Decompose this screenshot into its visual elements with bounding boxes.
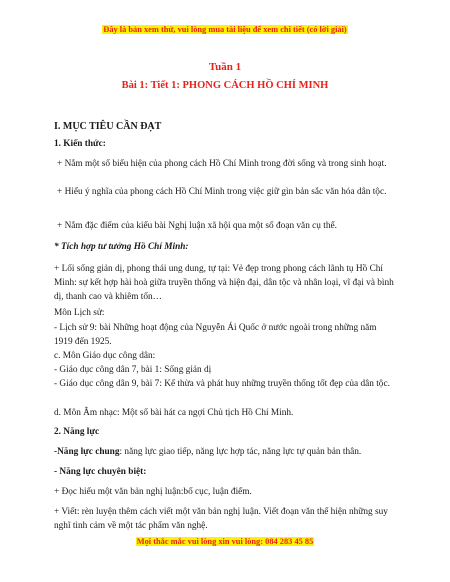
- specific-competence-item-2: + Viết: rèn luyện thêm cách viết một văn bản nghị luận. Viết đoạn văn thể hiện những suy nghĩ tình cảm về một tác phẩm văn nghệ.: [54, 507, 388, 531]
- lesson-title: Bài 1: Tiết 1: PHONG CÁCH HỒ CHÍ MINH: [121, 80, 329, 91]
- general-competence: [54, 445, 396, 459]
- music-item: d. Môn Âm nhạc: Một số bài hát ca ngợi Chủ tịch Hồ Chí Minh.: [54, 408, 294, 418]
- history-item: - Lịch sử 9: bài Những hoạt động của Nguyễn Ái Quốc ở nước ngoài trong những năm 1919 đến 1925.: [54, 323, 377, 347]
- civics-label: c. Môn Giáo dục công dân:: [54, 351, 156, 361]
- specific-competence-heading: - Năng lực chuyên biệt:: [54, 467, 147, 477]
- competence-heading: 2. Năng lực: [54, 427, 100, 437]
- header-notice-text: Đây là bản xem thử, vui lòng mua tài liệu để xem chi tiết (có lời giải): [103, 25, 347, 34]
- header-notice: [0, 25, 450, 34]
- section-heading: I. MỤC TIÊU CẦN ĐẠT: [54, 121, 162, 132]
- week-title: Tuần 1: [208, 61, 242, 73]
- footer-notice: [0, 537, 450, 546]
- general-competence-label: -Năng lực chung: [54, 447, 120, 457]
- knowledge-heading: 1. Kiến thức:: [54, 139, 106, 149]
- specific-competence-item-1: + Đọc hiểu một văn bản nghị luận:bố cục, luận điểm.: [54, 487, 252, 497]
- civics-item-1: - Giáo dục công dân 7, bài 1: Sống giản dị: [54, 365, 212, 375]
- knowledge-item-3: + Nắm đặc điểm của kiểu bài Nghị luận xã hội qua một số đoạn văn cụ thể.: [57, 221, 337, 231]
- civics-item-2: - Giáo dục công dân 9, bài 7: Kế thừa và phát huy những truyền thống tốt đẹp của dân tộc.: [54, 379, 390, 389]
- knowledge-item-1: + Nắm một số biểu hiện của phong cách Hồ Chí Minh trong đời sống và trong sinh hoạt.: [57, 159, 387, 169]
- knowledge-item-2: + Hiểu ý nghĩa của phong cách Hồ Chí Minh trong việc giữ gìn bản sắc văn hóa dân tộc.: [57, 187, 387, 197]
- general-competence-text: : năng lực giao tiếp, năng lực hợp tác, năng lực tự quản bản thân.: [119, 447, 362, 457]
- history-label: Môn Lịch sử:: [54, 308, 105, 318]
- integration-heading: * Tích hợp tư tưởng Hồ Chí Minh:: [54, 242, 189, 252]
- integration-text: + Lối sống giản dị, phong thái ung dung, tự tại: Vẻ đẹp trong phong cách lãnh tụ Hồ Chí Minh: sự kết hợp hài hoà giữa truyền thống và hiện đại, dân tộc và nhân loại, vĩ đại và bình dị, thanh cao và khiêm tốn…: [54, 264, 394, 302]
- footer-notice-text: Mọi thắc mắc vui lòng xin vui lòng: 084 283 45 85: [136, 537, 314, 546]
